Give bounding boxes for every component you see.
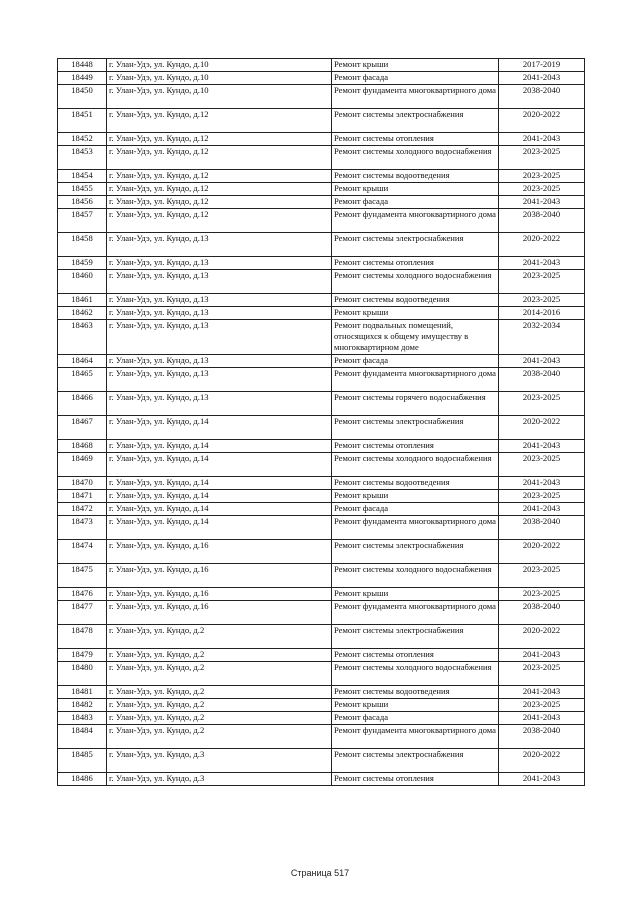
row-address: г. Улан-Удэ, ул. Кундо, д.2 (107, 625, 332, 649)
row-period: 2023-2025 (499, 453, 585, 477)
row-period: 2023-2025 (499, 146, 585, 170)
row-number: 18458 (58, 233, 107, 257)
row-number: 18477 (58, 601, 107, 625)
row-work-type: Ремонт крыши (332, 59, 499, 72)
row-address: г. Улан-Удэ, ул. Кундо, д.13 (107, 257, 332, 270)
row-address: г. Улан-Удэ, ул. Кундо, д.2 (107, 699, 332, 712)
row-work-type: Ремонт крыши (332, 307, 499, 320)
table-row (58, 649, 585, 662)
row-address: г. Улан-Удэ, ул. Кундо, д.10 (107, 85, 332, 109)
row-number: 18460 (58, 270, 107, 294)
row-address: г. Улан-Удэ, ул. Кундо, д.13 (107, 294, 332, 307)
row-period: 2041-2043 (499, 440, 585, 453)
row-number: 18456 (58, 196, 107, 209)
row-number: 18469 (58, 453, 107, 477)
row-number: 18453 (58, 146, 107, 170)
row-period: 2038-2040 (499, 368, 585, 392)
row-number: 18466 (58, 392, 107, 416)
table-row (58, 490, 585, 503)
row-work-type: Ремонт системы водоотведения (332, 294, 499, 307)
row-number: 18463 (58, 320, 107, 355)
row-work-type: Ремонт системы отопления (332, 773, 499, 786)
row-work-type: Ремонт фундамента многоквартирного дома (332, 85, 499, 109)
row-work-type: Ремонт фундамента многоквартирного дома (332, 209, 499, 233)
row-address: г. Улан-Удэ, ул. Кундо, д.13 (107, 392, 332, 416)
table-row (58, 209, 585, 233)
row-work-type: Ремонт фасада (332, 503, 499, 516)
row-address: г. Улан-Удэ, ул. Кундо, д.2 (107, 662, 332, 686)
repair-schedule-body (58, 59, 585, 786)
row-period: 2041-2043 (499, 133, 585, 146)
row-period: 2020-2022 (499, 233, 585, 257)
row-work-type: Ремонт фундамента многоквартирного дома (332, 516, 499, 540)
row-work-type: Ремонт системы водоотведения (332, 477, 499, 490)
row-address: г. Улан-Удэ, ул. Кундо, д.12 (107, 146, 332, 170)
table-row (58, 453, 585, 477)
row-period: 2041-2043 (499, 773, 585, 786)
row-work-type: Ремонт фундамента многоквартирного дома (332, 725, 499, 749)
row-number: 18454 (58, 170, 107, 183)
row-number: 18468 (58, 440, 107, 453)
table-row (58, 686, 585, 699)
repair-schedule-table (57, 58, 585, 786)
row-work-type: Ремонт крыши (332, 490, 499, 503)
row-period: 2038-2040 (499, 209, 585, 233)
table-row (58, 662, 585, 686)
row-period: 2023-2025 (499, 270, 585, 294)
row-work-type: Ремонт фундамента многоквартирного дома (332, 368, 499, 392)
row-address: г. Улан-Удэ, ул. Кундо, д.13 (107, 368, 332, 392)
table-row (58, 440, 585, 453)
row-address: г. Улан-Удэ, ул. Кундо, д.14 (107, 416, 332, 440)
row-number: 18486 (58, 773, 107, 786)
row-period: 2020-2022 (499, 749, 585, 773)
table-row (58, 72, 585, 85)
row-period: 2041-2043 (499, 712, 585, 725)
table-row (58, 196, 585, 209)
row-address: г. Улан-Удэ, ул. Кундо, д.12 (107, 170, 332, 183)
row-number: 18448 (58, 59, 107, 72)
row-period: 2023-2025 (499, 699, 585, 712)
row-address: г. Улан-Удэ, ул. Кундо, д.14 (107, 477, 332, 490)
row-address: г. Улан-Удэ, ул. Кундо, д.10 (107, 72, 332, 85)
row-address: г. Улан-Удэ, ул. Кундо, д.2 (107, 712, 332, 725)
table-row (58, 773, 585, 786)
table-row (58, 109, 585, 133)
row-address: г. Улан-Удэ, ул. Кундо, д.12 (107, 209, 332, 233)
row-work-type: Ремонт системы отопления (332, 649, 499, 662)
row-address: г. Улан-Удэ, ул. Кундо, д.12 (107, 183, 332, 196)
row-number: 18471 (58, 490, 107, 503)
table-row (58, 601, 585, 625)
row-period: 2020-2022 (499, 625, 585, 649)
row-period: 2032-2034 (499, 320, 585, 355)
row-period: 2041-2043 (499, 477, 585, 490)
row-address: г. Улан-Удэ, ул. Кундо, д.14 (107, 516, 332, 540)
table-row (58, 307, 585, 320)
table-row (58, 270, 585, 294)
row-address: г. Улан-Удэ, ул. Кундо, д.14 (107, 490, 332, 503)
row-period: 2038-2040 (499, 85, 585, 109)
row-work-type: Ремонт системы электроснабжения (332, 109, 499, 133)
row-work-type: Ремонт системы электроснабжения (332, 233, 499, 257)
row-work-type: Ремонт системы отопления (332, 257, 499, 270)
row-work-type: Ремонт системы водоотведения (332, 170, 499, 183)
row-work-type: Ремонт фасада (332, 72, 499, 85)
row-address: г. Улан-Удэ, ул. Кундо, д.2 (107, 686, 332, 699)
row-work-type: Ремонт системы холодного водоснабжения (332, 453, 499, 477)
row-work-type: Ремонт системы холодного водоснабжения (332, 146, 499, 170)
table-row (58, 588, 585, 601)
row-address: г. Улан-Удэ, ул. Кундо, д.14 (107, 440, 332, 453)
row-work-type: Ремонт крыши (332, 699, 499, 712)
row-work-type: Ремонт системы холодного водоснабжения (332, 662, 499, 686)
row-period: 2041-2043 (499, 355, 585, 368)
table-row (58, 133, 585, 146)
row-address: г. Улан-Удэ, ул. Кундо, д.13 (107, 307, 332, 320)
row-period: 2023-2025 (499, 490, 585, 503)
row-period: 2020-2022 (499, 109, 585, 133)
table-row (58, 294, 585, 307)
row-period: 2041-2043 (499, 503, 585, 516)
row-period: 2038-2040 (499, 725, 585, 749)
row-number: 18473 (58, 516, 107, 540)
row-work-type: Ремонт системы водоотведения (332, 686, 499, 699)
row-period: 2041-2043 (499, 257, 585, 270)
row-address: г. Улан-Удэ, ул. Кундо, д.16 (107, 540, 332, 564)
row-period: 2023-2025 (499, 294, 585, 307)
row-address: г. Улан-Удэ, ул. Кундо, д.3 (107, 749, 332, 773)
row-number: 18464 (58, 355, 107, 368)
table-row (58, 392, 585, 416)
table-row (58, 183, 585, 196)
row-number: 18465 (58, 368, 107, 392)
row-address: г. Улан-Удэ, ул. Кундо, д.2 (107, 725, 332, 749)
row-number: 18484 (58, 725, 107, 749)
table-row (58, 749, 585, 773)
table-row (58, 503, 585, 516)
row-work-type: Ремонт системы холодного водоснабжения (332, 270, 499, 294)
row-period: 2023-2025 (499, 662, 585, 686)
table-row (58, 540, 585, 564)
row-address: г. Улан-Удэ, ул. Кундо, д.13 (107, 355, 332, 368)
row-number: 18480 (58, 662, 107, 686)
row-number: 18485 (58, 749, 107, 773)
row-number: 18450 (58, 85, 107, 109)
row-number: 18470 (58, 477, 107, 490)
row-period: 2023-2025 (499, 564, 585, 588)
row-address: г. Улан-Удэ, ул. Кундо, д.13 (107, 270, 332, 294)
row-number: 18482 (58, 699, 107, 712)
row-address: г. Улан-Удэ, ул. Кундо, д.13 (107, 233, 332, 257)
row-number: 18452 (58, 133, 107, 146)
row-number: 18457 (58, 209, 107, 233)
table-row (58, 699, 585, 712)
row-work-type: Ремонт системы электроснабжения (332, 749, 499, 773)
row-address: г. Улан-Удэ, ул. Кундо, д.16 (107, 601, 332, 625)
row-period: 2041-2043 (499, 649, 585, 662)
row-number: 18479 (58, 649, 107, 662)
row-work-type: Ремонт фундамента многоквартирного дома (332, 601, 499, 625)
table-row (58, 355, 585, 368)
row-period: 2023-2025 (499, 392, 585, 416)
row-period: 2014-2016 (499, 307, 585, 320)
row-number: 18483 (58, 712, 107, 725)
row-period: 2020-2022 (499, 416, 585, 440)
row-number: 18481 (58, 686, 107, 699)
table-row (58, 85, 585, 109)
row-address: г. Улан-Удэ, ул. Кундо, д.14 (107, 453, 332, 477)
row-address: г. Улан-Удэ, ул. Кундо, д.16 (107, 588, 332, 601)
table-row (58, 477, 585, 490)
row-work-type: Ремонт системы холодного водоснабжения (332, 564, 499, 588)
table-row (58, 564, 585, 588)
table-row (58, 233, 585, 257)
table-row (58, 59, 585, 72)
row-period: 2023-2025 (499, 588, 585, 601)
row-work-type: Ремонт фасада (332, 712, 499, 725)
row-number: 18467 (58, 416, 107, 440)
row-number: 18462 (58, 307, 107, 320)
row-period: 2041-2043 (499, 72, 585, 85)
row-number: 18478 (58, 625, 107, 649)
row-work-type: Ремонт системы электроснабжения (332, 540, 499, 564)
row-work-type: Ремонт системы горячего водоснабжения (332, 392, 499, 416)
row-address: г. Улан-Удэ, ул. Кундо, д.12 (107, 196, 332, 209)
row-address: г. Улан-Удэ, ул. Кундо, д.12 (107, 109, 332, 133)
table-row (58, 712, 585, 725)
row-period: 2017-2019 (499, 59, 585, 72)
row-address: г. Улан-Удэ, ул. Кундо, д.3 (107, 773, 332, 786)
row-address: г. Улан-Удэ, ул. Кундо, д.2 (107, 649, 332, 662)
row-work-type: Ремонт крыши (332, 588, 499, 601)
row-work-type: Ремонт фасада (332, 196, 499, 209)
row-number: 18455 (58, 183, 107, 196)
row-period: 2041-2043 (499, 196, 585, 209)
table-row (58, 146, 585, 170)
row-address: г. Улан-Удэ, ул. Кундо, д.10 (107, 59, 332, 72)
table-row (58, 416, 585, 440)
row-number: 18474 (58, 540, 107, 564)
row-address: г. Улан-Удэ, ул. Кундо, д.13 (107, 320, 332, 355)
row-number: 18476 (58, 588, 107, 601)
row-address: г. Улан-Удэ, ул. Кундо, д.12 (107, 133, 332, 146)
row-period: 2038-2040 (499, 516, 585, 540)
row-number: 18449 (58, 72, 107, 85)
row-work-type: Ремонт системы отопления (332, 133, 499, 146)
row-address: г. Улан-Удэ, ул. Кундо, д.14 (107, 503, 332, 516)
table-row (58, 516, 585, 540)
row-number: 18461 (58, 294, 107, 307)
row-period: 2020-2022 (499, 540, 585, 564)
table-row (58, 625, 585, 649)
row-number: 18472 (58, 503, 107, 516)
row-period: 2023-2025 (499, 170, 585, 183)
row-number: 18451 (58, 109, 107, 133)
row-period: 2023-2025 (499, 183, 585, 196)
table-row (58, 725, 585, 749)
row-work-type: Ремонт фасада (332, 355, 499, 368)
table-row (58, 320, 585, 355)
row-work-type: Ремонт системы электроснабжения (332, 625, 499, 649)
table-row (58, 257, 585, 270)
table-row (58, 368, 585, 392)
row-address: г. Улан-Удэ, ул. Кундо, д.16 (107, 564, 332, 588)
row-period: 2041-2043 (499, 686, 585, 699)
row-number: 18475 (58, 564, 107, 588)
page-number: Страница 517 (290, 868, 350, 878)
row-work-type: Ремонт крыши (332, 183, 499, 196)
table-row (58, 170, 585, 183)
row-period: 2038-2040 (499, 601, 585, 625)
row-work-type: Ремонт системы отопления (332, 440, 499, 453)
row-work-type: Ремонт подвальных помещений, относящихся к общему имуществу в многоквартирном доме (332, 320, 499, 355)
row-number: 18459 (58, 257, 107, 270)
row-work-type: Ремонт системы электроснабжения (332, 416, 499, 440)
